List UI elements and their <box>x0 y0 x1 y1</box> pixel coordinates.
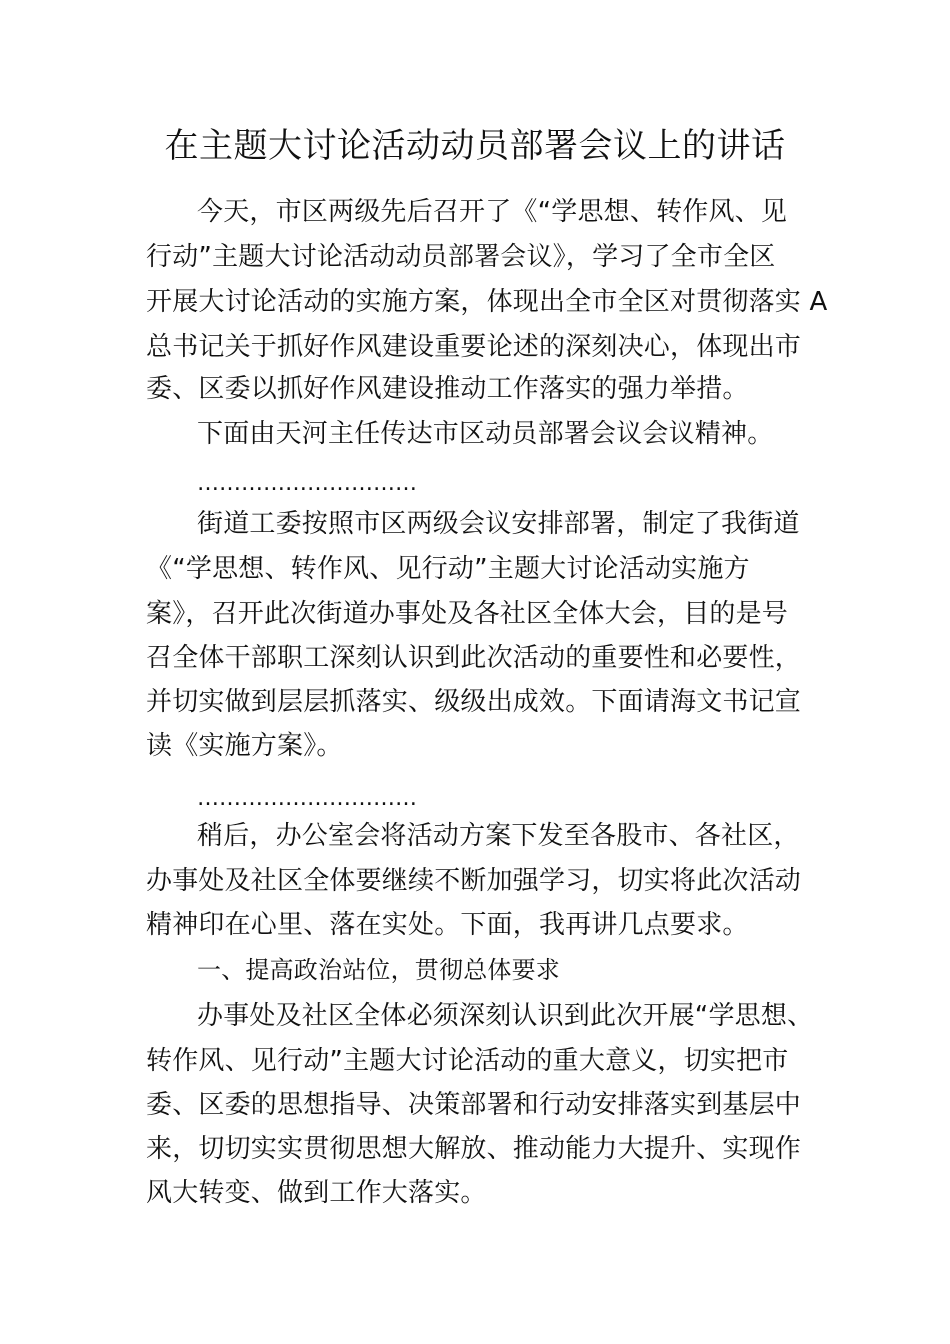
paragraph-line: 稍后，办公室会将活动方案下发至各股市、各社区， <box>197 821 800 851</box>
section-heading: 一、提高政治站位，贯彻总体要求 <box>197 956 560 984</box>
paragraph-line: 《“学思想、转作风、见行动”主题大讨论活动实施方 <box>146 554 750 584</box>
paragraph-line: 委、区委以抓好作风建设推动工作落实的强力举措。 <box>146 374 749 404</box>
paragraph-line: 读《实施方案》。 <box>146 731 343 761</box>
paragraph-line: 办事处及社区全体必须深刻认识到此次开展“学思想、 <box>197 1001 814 1031</box>
paragraph-line: 开展大讨论活动的实施方案，体现出全市全区对贯彻落实 A <box>146 287 828 317</box>
paragraph-line: 转作风、见行动”主题大讨论活动的重大意义，切实把市 <box>146 1046 789 1076</box>
ellipsis-separator: ………………………… <box>197 471 417 496</box>
paragraph-line: 召全体干部职工深刻认识到此次活动的重要性和必要性， <box>146 643 802 673</box>
paragraph-line: 委、区委的思想指导、决策部署和行动安排落实到基层中 <box>146 1090 802 1120</box>
paragraph-line: 今天，市区两级先后召开了《“学思想、转作风、见 <box>197 197 788 227</box>
paragraph-line: 并切实做到层层抓落实、级级出成效。下面请海文书记宣 <box>146 687 802 717</box>
document-title: 在主题大讨论活动动员部署会议上的讲话 <box>164 126 786 166</box>
paragraph-line: 总书记关于抓好作风建设重要论述的深刻决心，体现出市 <box>146 332 802 362</box>
paragraph-line: 案》，召开此次街道办事处及各社区全体大会，目的是号 <box>146 599 789 629</box>
paragraph-line: 下面由天河主任传达市区动员部署会议会议精神。 <box>197 419 774 449</box>
paragraph-line: 行动”主题大讨论活动动员部署会议》，学习了全市全区 <box>146 242 776 272</box>
ellipsis-separator: ………………………… <box>197 786 417 811</box>
paragraph-line: 精神印在心里、落在实处。下面，我再讲几点要求。 <box>146 910 749 940</box>
paragraph-line: 办事处及社区全体要继续不断加强学习，切实将此次活动 <box>146 866 802 896</box>
paragraph-line: 来，切切实实贯彻思想大解放、推动能力大提升、实现作 <box>146 1134 802 1164</box>
paragraph-line: 风大转变、做到工作大落实。 <box>146 1178 487 1208</box>
paragraph-line: 街道工委按照市区两级会议安排部署，制定了我街道 <box>197 509 800 539</box>
